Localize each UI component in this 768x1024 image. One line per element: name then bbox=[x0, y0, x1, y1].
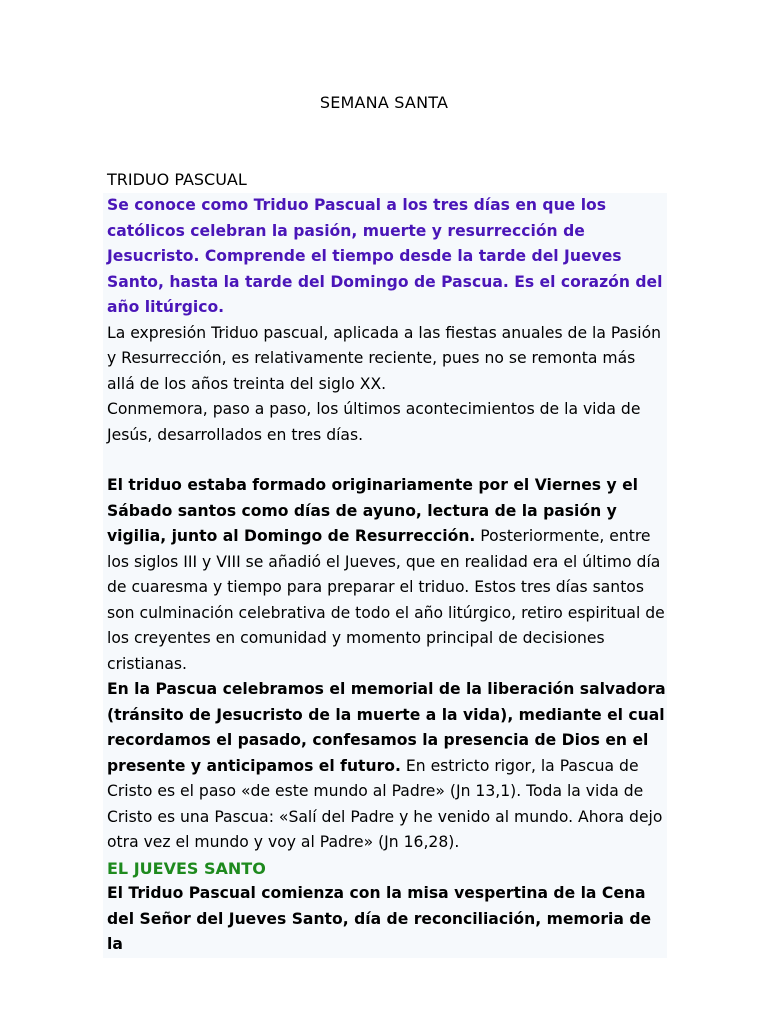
pascua-regular-text: En estricto rigor, la Pascua de Cristo es el paso «de este mundo al Padre» (Jn 13,1). Toda la vida de Cristo es una Pascua: «Salí del Padre y he venido al mundo. Ahora dejo otra vez el mundo y voy al Padre» (Jn 16,28). bbox=[107, 756, 663, 851]
jueves-santo-heading: EL JUEVES SANTO bbox=[107, 858, 266, 878]
section-heading: TRIDUO PASCUAL bbox=[107, 170, 247, 189]
triduo-regular-text: Posteriormente, entre los siglos III y VIII se añadió el Jueves, que en realidad era el último día de cuaresma y tiempo para preparar el triduo. Estos tres días santos son culminación celebrativa de todo el año litúrgico, retiro espiritual de los creyentes en comunidad y momento principal de decisiones cristianas. bbox=[107, 527, 665, 673]
pascua-paragraph bbox=[107, 677, 667, 856]
expression-paragraph: La expresión Triduo pascual, aplicada a las fiestas anuales de la Pasión y Resurrección, es relativamente reciente, pues no se remonta más allá de los años treinta del siglo XX. bbox=[107, 323, 661, 393]
pascua-bold-text: En la Pascua celebramos el memorial de la liberación salvadora (tránsito de Jesucristo de la muerte a la vida), mediante el cual recordamos el pasado, confesamos la presencia de Dios en el presente y anticipamos el futuro. bbox=[107, 680, 666, 775]
triduo-bold-text: El triduo estaba formado originariamente por el Viernes y el Sábado santos como días de ayuno, lectura de la pasión y vigilia, junto al Domingo de Resurrección. bbox=[107, 476, 639, 545]
paragraph-gap bbox=[107, 448, 667, 473]
document-title: SEMANA SANTA bbox=[319, 93, 449, 112]
document-body bbox=[103, 193, 667, 958]
jueves-santo-paragraph: El Triduo Pascual comienza con la misa vespertina de la Cena del Señor del Jueves Santo, día de reconciliación, memoria de la bbox=[107, 884, 652, 953]
triduo-paragraph bbox=[107, 473, 667, 677]
intro-paragraph: Se conoce como Triduo Pascual a los tres días en que los católicos celebran la pasión, muerte y resurrección de Jesucristo. Comprende el tiempo desde la tarde del Jueves Santo, hasta la tarde del Domingo de Pascua. Es el corazón del año litúrgico. bbox=[107, 196, 663, 316]
commemorates-paragraph: Conmemora, paso a paso, los últimos acontecimientos de la vida de Jesús, desarrollados en tres días. bbox=[107, 400, 641, 444]
